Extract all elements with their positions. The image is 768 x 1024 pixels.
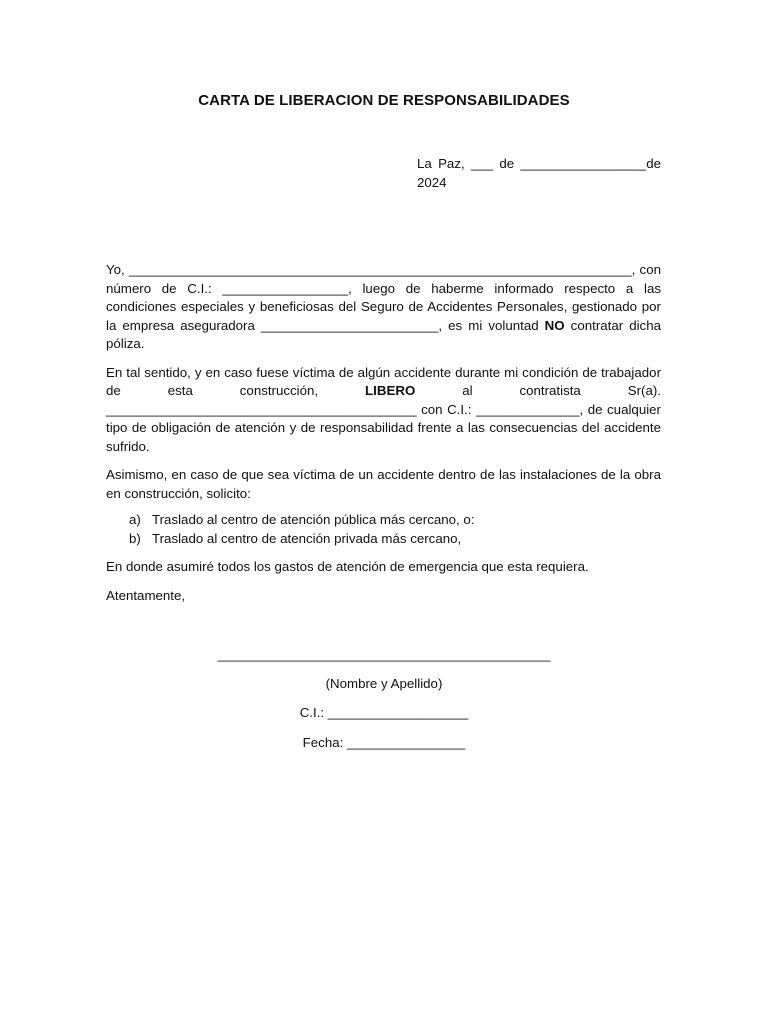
list-item xyxy=(106,530,661,549)
paragraph-declaration xyxy=(106,261,661,354)
signature-line: _____________________________________________ xyxy=(217,647,551,662)
bold-libero: LIBERO xyxy=(365,383,416,398)
options-list xyxy=(106,511,661,548)
release-end: al contratista Sr(a). __________________________________________ con C.I.: ______________, de cualquier tipo de obligación de atención y de responsabilidad frente a las consecuencias del accidente sufrido. xyxy=(106,383,661,454)
declaration-text: Yo, ____________________________________________________________________, con número de C.I.: _________________, luego de haberme informado respecto a las condiciones especiales y beneficiosas del Seguro de Accidentes Personales, gestionado por la empresa aseguradora ________________________, es mi voluntad xyxy=(106,262,661,333)
closing: Atentamente, xyxy=(106,587,186,603)
date-line: La Paz, ___ de _________________de 2024 xyxy=(417,156,661,190)
list-item xyxy=(106,511,661,530)
release-text: En tal sentido, y en caso fuese víctima de algún accidente durante mi condición de trabajador de esta construcción, xyxy=(106,364,661,398)
paragraph-release xyxy=(106,364,661,457)
document-title: CARTA DE LIBERACION DE RESPONSABILIDADES xyxy=(198,92,570,109)
list-marker: b) xyxy=(129,530,141,546)
paragraph-request: Asimismo, en caso de que sea víctima de un accidente dentro de las instalaciones de la obra en construcción, solicito: xyxy=(106,467,661,501)
list-marker: a) xyxy=(129,512,141,527)
paragraph-expenses: En donde asumiré todos los gastos de atención de emergencia que esta requiera. xyxy=(106,559,589,574)
letter-body xyxy=(106,261,661,615)
ci-field: C.I.: ___________________ xyxy=(299,705,469,720)
signature-block xyxy=(0,646,768,763)
declaration-end: contratar dicha póliza. xyxy=(106,317,661,351)
date-field: Fecha: ________________ xyxy=(302,734,466,750)
list-item-text: Traslado al centro de atención pública más cercano, o: xyxy=(152,512,475,527)
list-item-text: Traslado al centro de atención privada más cercano, xyxy=(152,530,462,546)
bold-no: NO xyxy=(544,317,565,333)
name-label: (Nombre y Apellido) xyxy=(325,675,443,691)
